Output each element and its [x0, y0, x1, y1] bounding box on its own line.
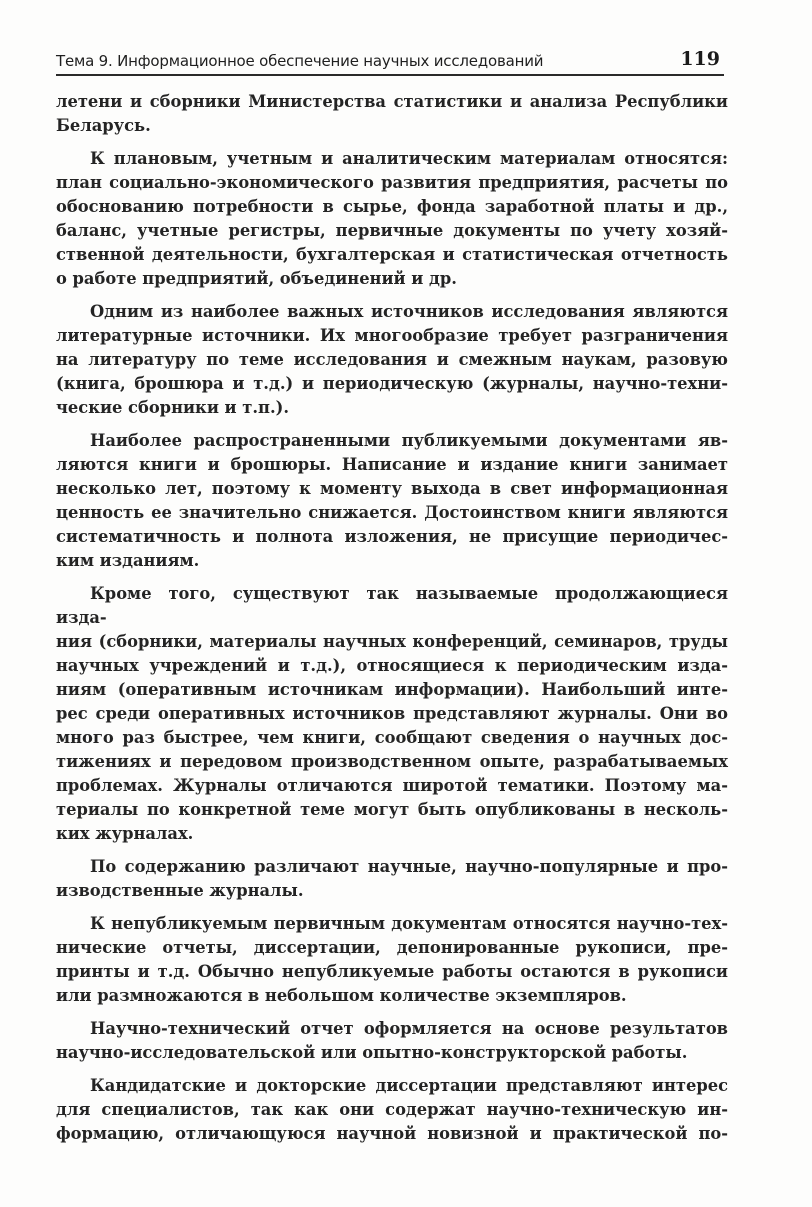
text-line: Одним из наиболее важных источников исследования являются: [90, 302, 728, 321]
text-line: проблемах. Журналы отличаются широтой тематики. Поэтому ма-: [56, 776, 728, 795]
text-line: ляются книги и брошюры. Написание и издание книги занимает: [56, 455, 728, 474]
text-line: систематичность и полнота изложения, не присущие периодичес-: [56, 527, 728, 546]
text-line: ценность ее значительно снижается. Достоинством книги являются: [56, 503, 728, 522]
page-number: 119: [680, 48, 720, 70]
paragraph: [56, 300, 728, 420]
text-line: К плановым, учетным и аналитическим материалам относятся:: [90, 149, 728, 168]
paragraph: [56, 582, 728, 846]
text-line: литературные источники. Их многообразие требует разграничения: [56, 326, 728, 345]
text-line: ких журналах.: [56, 824, 194, 843]
text-line: тижениях и передовом производственном опыте, разрабатываемых: [56, 752, 728, 771]
text-line: Наиболее распространенными публикуемыми документами яв-: [90, 431, 728, 450]
text-line: много раз быстрее, чем книги, сообщают сведения о научных дос-: [56, 728, 728, 747]
text-line: принты и т.д. Обычно непубликуемые работы остаются в рукописи: [56, 962, 728, 981]
text-line: Научно-технический отчет оформляется на основе результатов: [90, 1019, 728, 1038]
text-line: ниям (оперативным источникам информации). Наибольший инте-: [56, 680, 728, 699]
text-line: о работе предприятий, объединений и др.: [56, 269, 457, 288]
text-line: териалы по конкретной теме могут быть опубликованы в несколь-: [56, 800, 728, 819]
paragraph: [56, 147, 728, 291]
paragraph: [56, 1074, 728, 1146]
text-line: для специалистов, так как они содержат научно-техническую ин-: [56, 1100, 728, 1119]
running-header: [56, 46, 724, 76]
text-line: ния (сборники, материалы научных конференций, семинаров, труды: [56, 632, 728, 651]
text-line: ственной деятельности, бухгалтерская и статистическая отчетность: [56, 245, 728, 264]
chapter-title: Тема 9. Информационное обеспечение научных исследований: [56, 52, 544, 70]
page-body: [56, 90, 728, 1155]
paragraph: [56, 855, 728, 903]
text-line: изводственные журналы.: [56, 881, 304, 900]
text-line: баланс, учетные регистры, первичные документы по учету хозяй-: [56, 221, 728, 240]
text-line: научных учреждений и т.д.), относящиеся к периодическим изда-: [56, 656, 728, 675]
text-line: Беларусь.: [56, 116, 151, 135]
text-line: ческие сборники и т.п.).: [56, 398, 290, 417]
text-line: ким изданиям.: [56, 551, 200, 570]
paragraph: [56, 912, 728, 1008]
text-line: научно-исследовательской или опытно-конструкторской работы.: [56, 1043, 688, 1062]
text-line: несколько лет, поэтому к моменту выхода в свет информационная: [56, 479, 728, 498]
text-line: летени и сборники Министерства статистики и анализа Республики: [56, 92, 728, 111]
text-line: К непубликуемым первичным документам относятся научно-тех-: [90, 914, 728, 933]
paragraph: [56, 1017, 728, 1065]
text-line: По содержанию различают научные, научно-популярные и про-: [90, 857, 728, 876]
text-line: или размножаются в небольшом количестве экземпляров.: [56, 986, 627, 1005]
text-line: план социально-экономического развития предприятия, расчеты по: [56, 173, 728, 192]
text-line: рес среди оперативных источников представляют журналы. Они во: [56, 704, 728, 723]
text-line: Кандидатские и докторские диссертации представляют интерес: [90, 1076, 728, 1095]
paragraph: [56, 429, 728, 573]
text-line: (книга, брошюра и т.д.) и периодическую (журналы, научно-техни-: [56, 374, 728, 393]
text-line: формацию, отличающуюся научной новизной и практической по-: [56, 1124, 728, 1143]
text-line: нические отчеты, диссертации, депонированные рукописи, пре-: [56, 938, 728, 957]
text-line: на литературу по теме исследования и смежным наукам, разовую: [56, 350, 728, 369]
text-line: Кроме того, существуют так называемые продолжающиеся изда-: [56, 584, 728, 627]
paragraph: [56, 90, 728, 138]
text-line: обоснованию потребности в сырье, фонда заработной платы и др.,: [56, 197, 728, 216]
